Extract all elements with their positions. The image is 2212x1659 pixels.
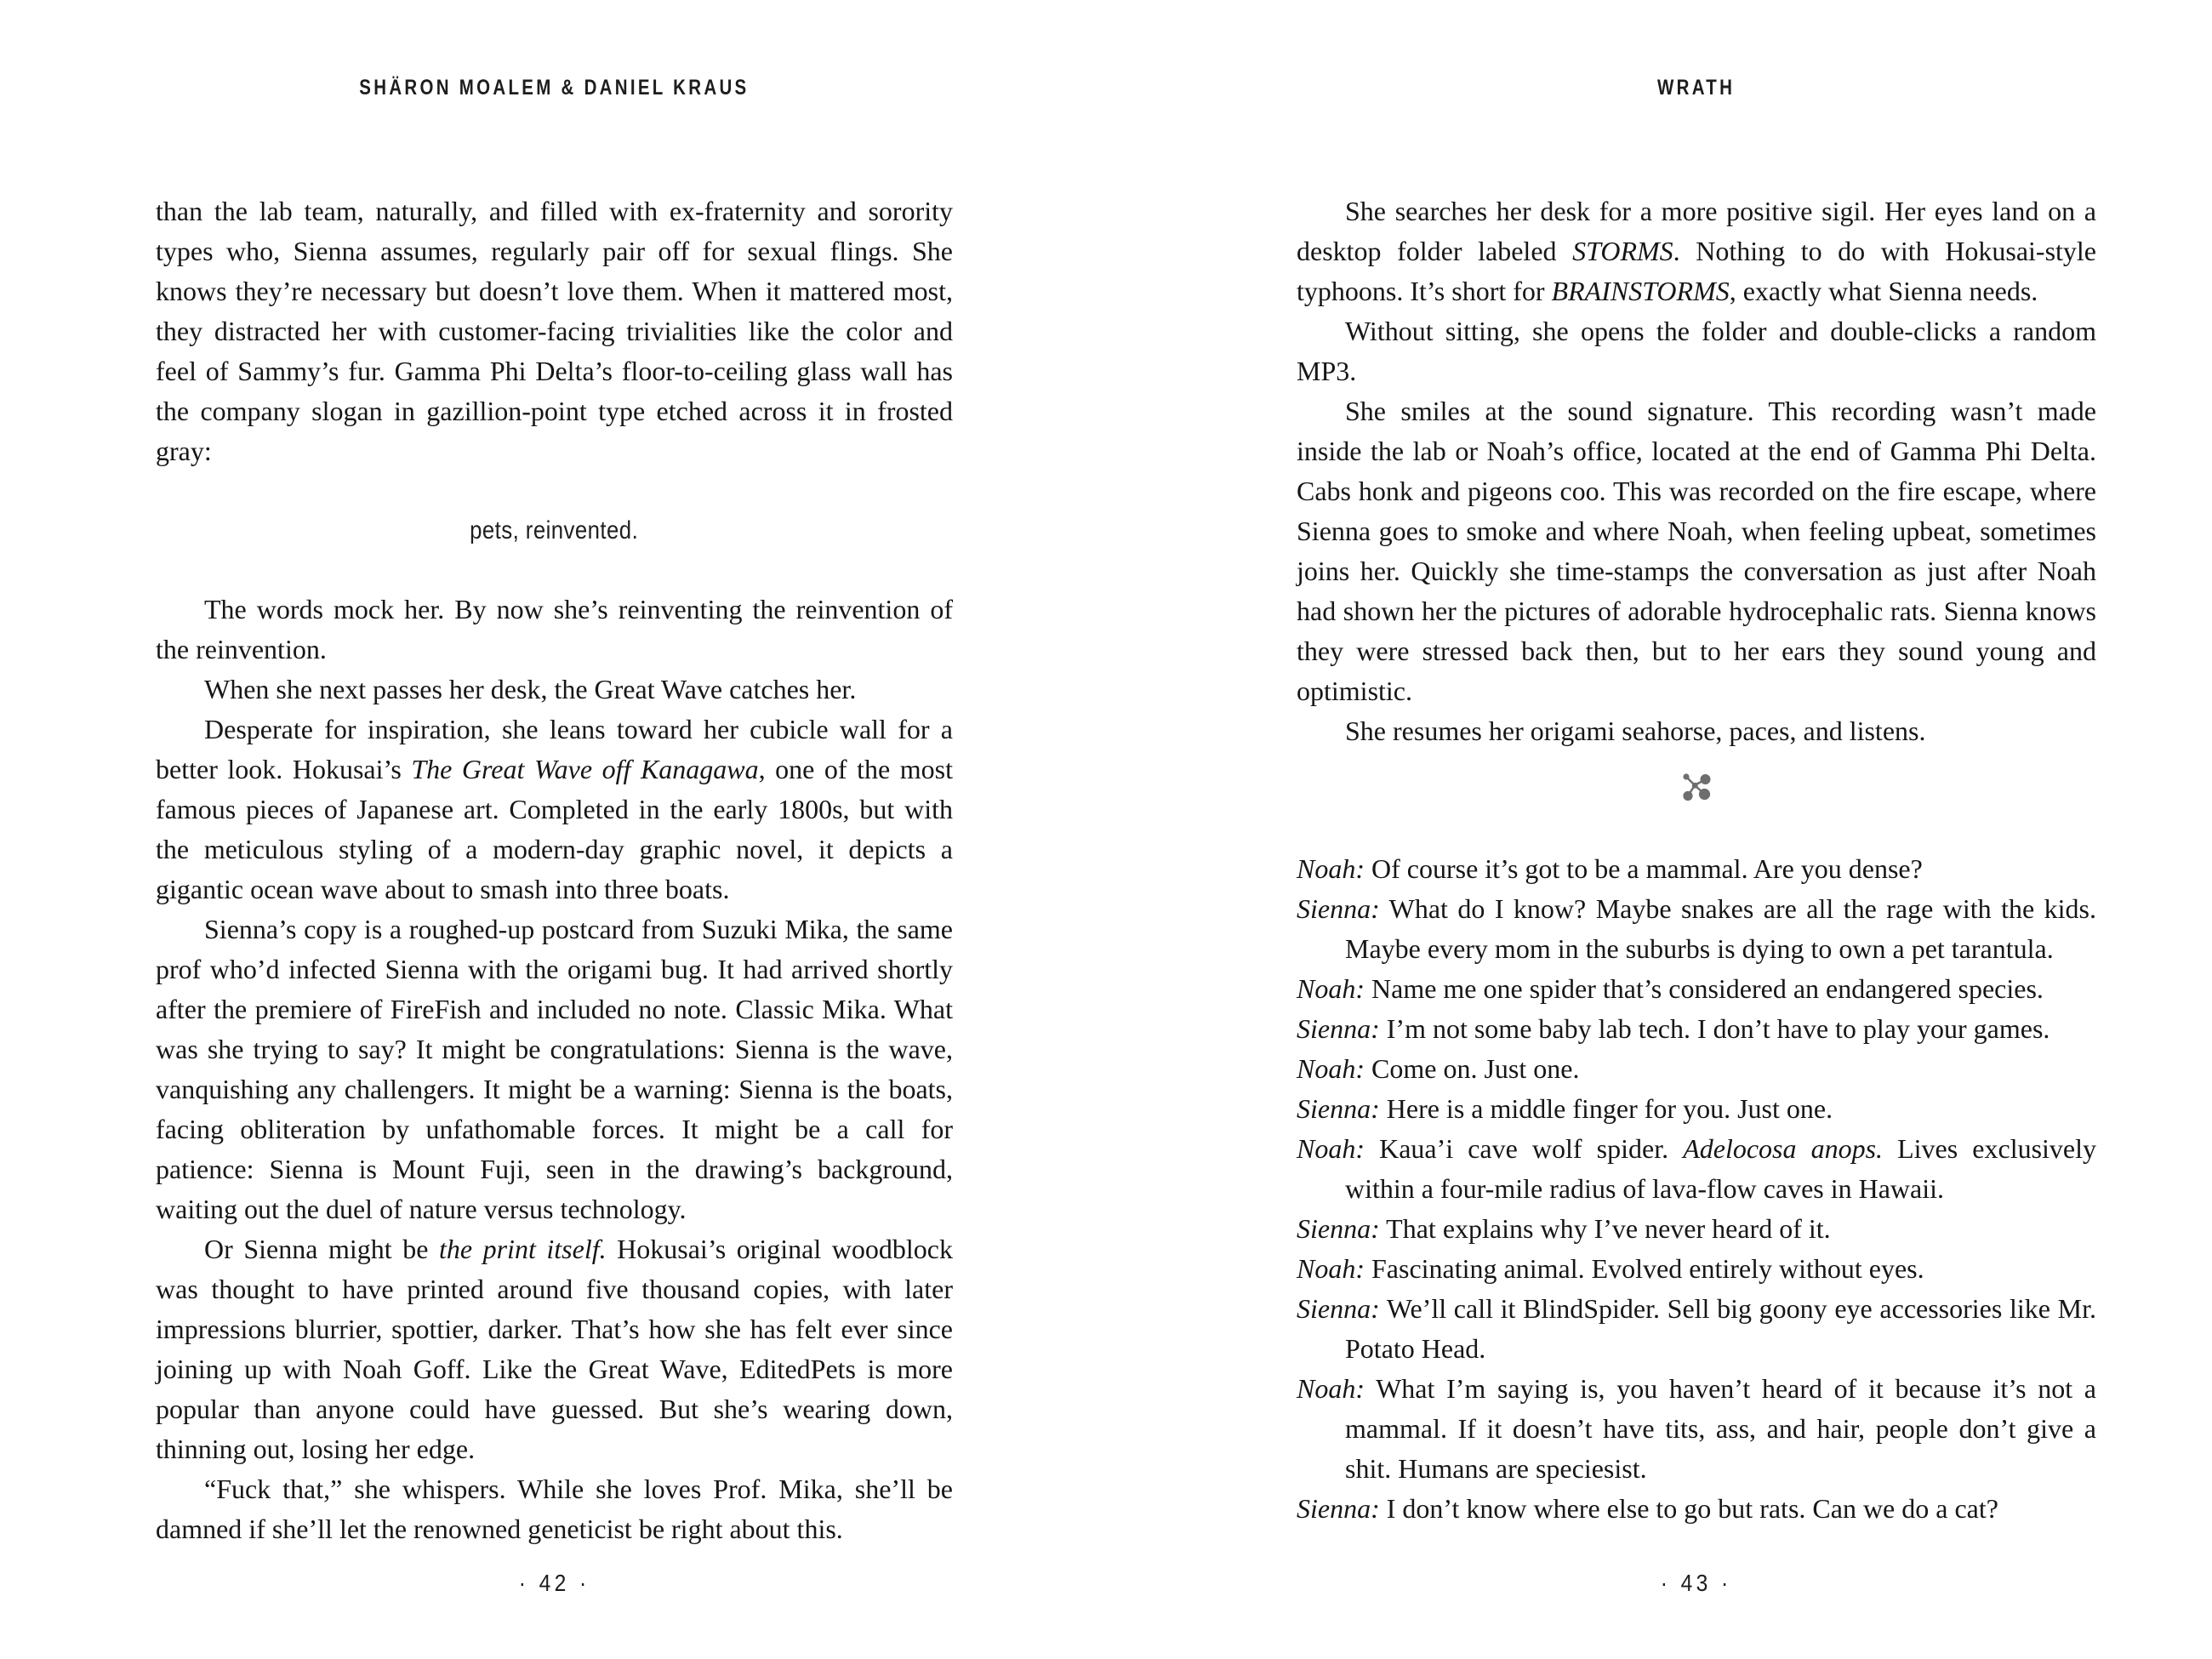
right-text-column [1297, 191, 2096, 1529]
dialogue-line: Sienna: What do I know? Maybe snakes are all the rage with the kids. Maybe every mom in the suburbs is dying to own a pet tarantula. [1297, 893, 2096, 964]
running-head-title [1297, 75, 2096, 100]
page-number-right-text: · 43 · [1661, 1570, 1732, 1596]
dialogue-line: Noah: Fascinating animal. Evolved entirely without eyes. [1297, 1253, 1924, 1284]
body-paragraph: The words mock her. By now she’s reinventing the reinvention of the reinvention. [156, 594, 953, 664]
dialogue-line: Sienna: That explains why I’ve never heard of it. [1297, 1213, 1831, 1244]
page-right [1106, 0, 2212, 1659]
dialogue-line: Sienna: Here is a middle finger for you. Just one. [1297, 1093, 1833, 1124]
dialogue-line: Noah: Kaua’i cave wolf spider. Adelocosa anops. Lives exclusively within a four-mile radius of lava-flow caves in Hawaii. [1297, 1133, 2097, 1204]
running-head-title-text: WRATH [1657, 76, 1736, 100]
running-head-author [156, 75, 953, 100]
dialogue-line: Sienna: I don’t know where else to go but rats. Can we do a cat? [1297, 1493, 1998, 1524]
body-paragraph: When she next passes her desk, the Great Wave catches her. [204, 674, 857, 704]
company-slogan-text: pets, reinvented. [470, 516, 639, 544]
company-slogan [156, 510, 953, 550]
body-paragraph: Without sitting, she opens the folder and double-clicks a random MP3. [1297, 316, 2096, 386]
body-paragraph: “Fuck that,” she whispers. While she loves Prof. Mika, she’ll be damned if she’ll let the renowned geneticist be right about this. [156, 1474, 953, 1544]
molecule-divider-icon [1678, 771, 1715, 805]
body-paragraph: She resumes her origami seahorse, paces, and listens. [1345, 715, 1926, 746]
section-divider [1297, 770, 2096, 806]
body-paragraph: than the lab team, naturally, and filled with ex-fraternity and sorority types who, Sienna assumes, regularly pair off for sexual flings. She knows they’re necessary but doesn’t love them. When it mattered most, they distracted her with customer-facing trivialities like the color and feel of Sammy’s fur. Gamma Phi Delta’s floor-to-ceiling glass wall has the company slogan in gazillion-point type etched across it in frosted gray: [156, 196, 953, 466]
dialogue-line: Noah: Come on. Just one. [1297, 1053, 1580, 1084]
body-paragraph: She smiles at the sound signature. This recording wasn’t made inside the lab or Noah’s office, located at the end of Gamma Phi Delta. Cabs honk and pigeons coo. This was recorded on the fire escape, where Sienna goes to smoke and where Noah, when feeling upbeat, sometimes joins her. Quickly she time-stamps the conversation as just after Noah had shown her the pictures of adorable hydrocephalic rats. Sienna knows they were stressed back then, but to her ears they sound young and optimistic. [1297, 396, 2096, 706]
body-paragraph: Sienna’s copy is a roughed-up postcard from Suzuki Mika, the same prof who’d infected Sienna with the origami bug. It had arrived shortly after the premiere of FireFish and included no note. Classic Mika. What was she trying to say? It might be congratulations: Sienna is the wave, vanquishing any challengers. It might be a warning: Sienna is the boats, facing obliteration by unfathomable forces. It might be a call for patience: Sienna is Mount Fuji, seen in the drawing’s background, waiting out the duel of nature versus technology. [156, 914, 953, 1224]
dialogue-line: Noah: What I’m saying is, you haven’t heard of it because it’s not a mammal. If it doesn’t have tits, ass, and hair, people don’t give a shit. Humans are speciesist. [1297, 1373, 2096, 1484]
running-head-author-text: SHÄRON MOALEM & DANIEL KRAUS [359, 76, 750, 100]
body-paragraph: Desperate for inspiration, she leans toward her cubicle wall for a better look. Hokusai’s The Great Wave off Kanagawa, one of the most famous pieces of Japanese art. Completed in the early 1800s, but with the meticulous styling of a modern-day graphic novel, it depicts a gigantic ocean wave about to smash into three boats. [156, 714, 953, 904]
dialogue-line: Sienna: We’ll call it BlindSpider. Sell big goony eye accessories like Mr. Potato Head. [1297, 1293, 2096, 1364]
body-paragraph: Or Sienna might be the print itself. Hokusai’s original woodblock was thought to have printed around five thousand copies, with later impressions blurrier, spottier, darker. That’s how she has felt ever since joining up with Noah Goff. Like the Great Wave, EditedPets is more popular than anyone could have guessed. But she’s wearing down, thinning out, losing her edge. [156, 1234, 954, 1464]
dialogue-line: Sienna: I’m not some baby lab tech. I don’t have to play your games. [1297, 1013, 2050, 1044]
dialogue-line: Noah: Name me one spider that’s considered an endangered species. [1297, 973, 2044, 1004]
body-paragraph: She searches her desk for a more positive sigil. Her eyes land on a desktop folder labeled STORMS. Nothing to do with Hokusai-style typhoons. It’s short for BRAINSTORMS, exactly what Sienna needs. [1297, 196, 2097, 306]
left-text-column [156, 191, 953, 1549]
page-number-left-text: · 42 · [518, 1570, 590, 1596]
dialogue-line: Noah: Of course it’s got to be a mammal. Are you dense? [1297, 853, 1923, 884]
page-number-right [1297, 1570, 2096, 1597]
page-number-left [156, 1570, 953, 1597]
